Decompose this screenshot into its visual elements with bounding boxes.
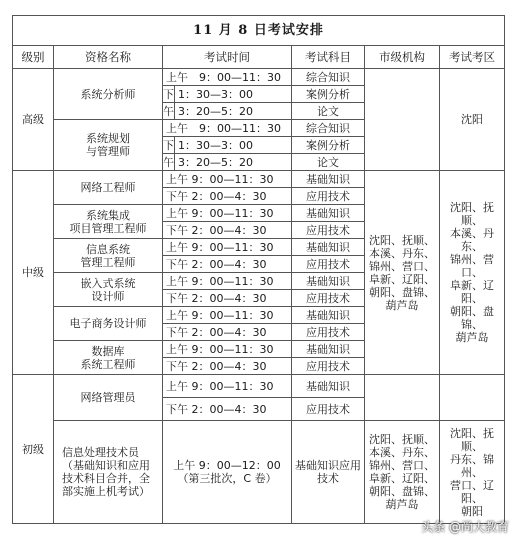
exam-name: 网络工程师 [54, 171, 163, 205]
afternoon-char: 午 [163, 104, 174, 118]
header-exam-subject: 考试科目 [292, 46, 365, 69]
exam-subject: 基础知识 [292, 273, 365, 290]
junior-city-org: 沈阳、抚顺、 本溪、丹东、 锦州、营口、 阜新、辽阳、 朝阳、盘锦、 葫芦岛 [365, 421, 440, 524]
exam-time: 下午 2：00—4：30 [163, 324, 292, 341]
exam-time: 下午 2：00—4：30 [163, 290, 292, 307]
exam-subject: 应用技术 [292, 324, 365, 341]
level-senior: 高级 [13, 69, 54, 171]
exam-name: 系统分析师 [54, 69, 163, 120]
level-junior: 初级 [13, 375, 54, 524]
exam-subject: 综合知识 [292, 69, 365, 86]
intermediate-area: 沈阳、抚顺、 本溪、丹东、 锦州、营口、 阜新、辽阳、 朝阳、盘锦、 葫芦岛 [440, 171, 505, 375]
header-city-org: 市级机构 [365, 46, 440, 69]
schedule-title: 11 月 8 日考试安排 [13, 16, 505, 46]
exam-time: 3：20—5：20 [175, 154, 292, 171]
junior-area: 沈阳、抚顺、 丹东、锦州、 营口、辽阳、 朝阳 [440, 421, 505, 524]
exam-time: 上午 9：00—11：30 [163, 341, 292, 358]
exam-time: 上午 9：00—11：30 [163, 239, 292, 256]
watermark [421, 518, 509, 535]
exam-time: 上午 9：00—11：30 [163, 69, 292, 86]
exam-time: 上午 9：00—11：30 [163, 120, 292, 137]
exam-subject: 应用技术 [292, 222, 365, 239]
exam-name: 网络管理员 [54, 375, 163, 421]
exam-name: 系统规划 与管理师 [54, 120, 163, 171]
exam-subject: 基础知识 [292, 307, 365, 324]
watermark-text: 头条 @尚大教育 [421, 520, 509, 534]
exam-time: 上午 9：00—11：30 [163, 171, 292, 188]
header-exam-time: 考试时间 [163, 46, 292, 69]
exam-subject: 应用技术 [292, 358, 365, 375]
exam-subject: 基础知识 [292, 205, 365, 222]
level-intermediate: 中级 [13, 171, 54, 375]
exam-name: 数据库 系统工程师 [54, 341, 163, 375]
exam-subject: 基础知识应用技术 [292, 421, 365, 524]
exam-time: 下午 2：00—4：30 [163, 398, 292, 421]
exam-subject: 基础知识 [292, 239, 365, 256]
exam-subject: 论文 [292, 154, 365, 171]
exam-time: 3：20—5：20 [175, 103, 292, 120]
exam-time: 上午 9：00—12：00（第三批次，C 卷） [163, 421, 292, 524]
senior-area: 沈阳 [440, 69, 505, 171]
exam-time: 上午 9：00—11：30 [163, 375, 292, 398]
exam-subject: 案例分析 [292, 86, 365, 103]
header-qualification: 资格名称 [54, 46, 163, 69]
junior-area-blank [440, 375, 505, 421]
exam-subject: 应用技术 [292, 188, 365, 205]
exam-time: 下午 2：00—4：30 [163, 256, 292, 273]
exam-subject: 基础知识 [292, 171, 365, 188]
exam-name: 嵌入式系统 设计师 [54, 273, 163, 307]
exam-time: 上午 9：00—11：30 [163, 307, 292, 324]
exam-subject: 案例分析 [292, 137, 365, 154]
exam-name: 信息系统 管理工程师 [54, 239, 163, 273]
exam-schedule [12, 15, 505, 524]
exam-subject: 基础知识 [292, 341, 365, 358]
exam-subject: 综合知识 [292, 120, 365, 137]
exam-subject: 应用技术 [292, 256, 365, 273]
exam-time: 1：30—3：00 [175, 86, 292, 103]
senior-city-org [365, 69, 440, 171]
exam-time: 上午 9：00—11：30 [163, 205, 292, 222]
afternoon-char: 午 [163, 155, 174, 169]
exam-name: 信息处理技术员（基础知识和应用技术科目合并，全部实施上机考试） [54, 421, 163, 524]
header-level: 级别 [13, 46, 54, 69]
exam-subject: 应用技术 [292, 290, 365, 307]
exam-time: 下午 2：00—4：30 [163, 188, 292, 205]
exam-name: 电子商务设计师 [54, 307, 163, 341]
intermediate-city-org: 沈阳、抚顺、 本溪、丹东、 锦州、营口、 阜新、辽阳、 朝阳、盘锦、 葫芦岛 [365, 171, 440, 375]
exam-time: 上午 9：00—11：30 [163, 273, 292, 290]
exam-subject: 应用技术 [292, 398, 365, 421]
exam-time: 1：30—3：00 [175, 137, 292, 154]
exam-name: 系统集成 项目管理工程师 [54, 205, 163, 239]
schedule-table [12, 15, 505, 524]
header-exam-area: 考试考区 [440, 46, 505, 69]
junior-city-org-blank [365, 375, 440, 421]
afternoon-char: 下 [163, 138, 174, 152]
afternoon-char: 下 [163, 87, 174, 101]
exam-time: 下午 2：00—4：30 [163, 358, 292, 375]
exam-subject: 基础知识 [292, 375, 365, 398]
exam-time: 下午 2：00—4：30 [163, 222, 292, 239]
exam-subject: 论文 [292, 103, 365, 120]
